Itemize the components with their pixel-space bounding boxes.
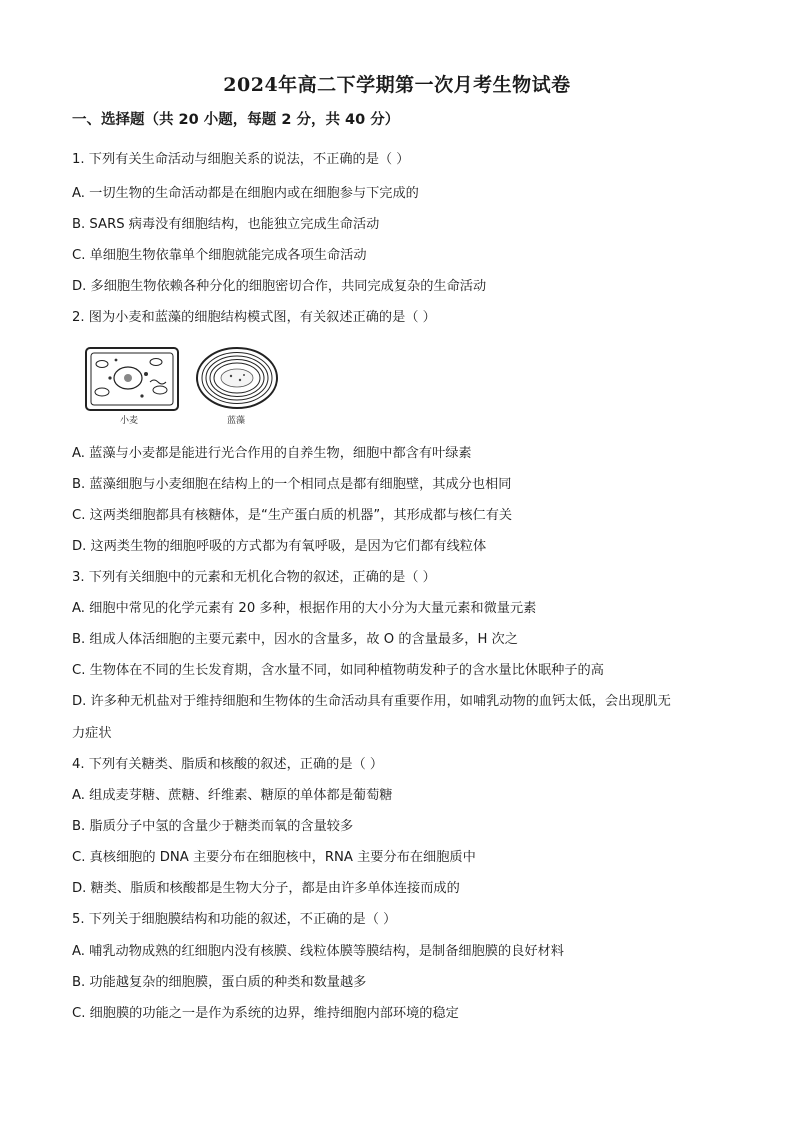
question-2-option-c: C. 这两类细胞都具有核糖体，是“生产蛋白质的机器”，其形成都与核仁有关 — [72, 508, 513, 523]
question-1-option-d: D. 多细胞生物依赖各种分化的细胞密切合作，共同完成复杂的生命活动 — [72, 279, 487, 294]
question-2-option-b: B. 蓝藻细胞与小麦细胞在结构上的一个相同点是都有细胞壁，其成分也相同 — [72, 477, 512, 492]
question-5-option-b: B. 功能越复杂的细胞膜，蛋白质的种类和数量越多 — [72, 975, 367, 990]
question-1-option-c: C. 单细胞生物依靠单个细胞就能完成各项生命活动 — [72, 248, 367, 263]
question-4-option-c: C. 真核细胞的 DNA 主要分布在细胞核中，RNA 主要分布在细胞质中 — [72, 850, 476, 865]
question-3-stem: 3. 下列有关细胞中的元素和无机化合物的叙述，正确的是（ ） — [72, 570, 436, 585]
cell-structure-figure — [80, 342, 290, 427]
cyanobacteria-label: 蓝藻 — [227, 416, 246, 426]
question-2-stem: 2. 图为小麦和蓝藻的细胞结构模式图，有关叙述正确的是（ ） — [72, 310, 436, 325]
cell-diagram-svg — [80, 342, 290, 427]
wheat-label: 小麦 — [120, 416, 139, 426]
question-3-option-d: D. 许多种无机盐对于维持细胞和生物体的生命活动具有重要作用，如哺乳动物的血钙太低，会出现肌无 — [72, 694, 671, 709]
question-4-stem: 4. 下列有关糖类、脂质和核酸的叙述，正确的是（ ） — [72, 757, 384, 772]
section-heading: 一、选择题（共 20 小题，每题 2 分，共 40 分） — [72, 112, 400, 128]
question-1-stem: 1. 下列有关生命活动与细胞关系的说法，不正确的是（ ） — [72, 152, 410, 167]
cyanobacteria-drawing — [197, 348, 277, 408]
question-1-option-b: B. SARS 病毒没有细胞结构，也能独立完成生命活动 — [72, 217, 380, 232]
question-4-option-a: A. 组成麦芽糖、蔗糖、纤维素、糖原的单体都是葡萄糖 — [72, 788, 393, 803]
wheat-cell-drawing — [86, 348, 178, 410]
question-3-option-d-cont: 力症状 — [72, 726, 112, 741]
question-4-option-d: D. 糖类、脂质和核酸都是生物大分子，都是由许多单体连接而成的 — [72, 881, 460, 896]
question-3-option-a: A. 细胞中常见的化学元素有 20 多种，根据作用的大小分为大量元素和微量元素 — [72, 601, 537, 616]
question-3-option-b: B. 组成人体活细胞的主要元素中，因水的含量多，故 O 的含量最多，H 次之 — [72, 632, 518, 647]
question-2-option-d: D. 这两类生物的细胞呼吸的方式都为有氧呼吸，是因为它们都有线粒体 — [72, 539, 487, 554]
exam-title: 2024年高二下学期第一次月考生物试卷 — [223, 74, 571, 96]
question-5-option-a: A. 哺乳动物成熟的红细胞内没有核膜、线粒体膜等膜结构，是制备细胞膜的良好材料 — [72, 944, 564, 959]
question-1-option-a: A. 一切生物的生命活动都是在细胞内或在细胞参与下完成的 — [72, 186, 419, 201]
question-2-option-a: A. 蓝藻与小麦都是能进行光合作用的自养生物，细胞中都含有叶绿素 — [72, 446, 472, 461]
question-3-option-c: C. 生物体在不同的生长发育期，含水量不同，如同种植物萌发种子的含水量比休眠种子的高 — [72, 663, 604, 678]
question-5-option-c: C. 细胞膜的功能之一是作为系统的边界，维持细胞内部环境的稳定 — [72, 1006, 459, 1021]
question-5-stem: 5. 下列关于细胞膜结构和功能的叙述，不正确的是（ ） — [72, 912, 397, 927]
question-4-option-b: B. 脂质分子中氢的含量少于糖类而氧的含量较多 — [72, 819, 354, 834]
